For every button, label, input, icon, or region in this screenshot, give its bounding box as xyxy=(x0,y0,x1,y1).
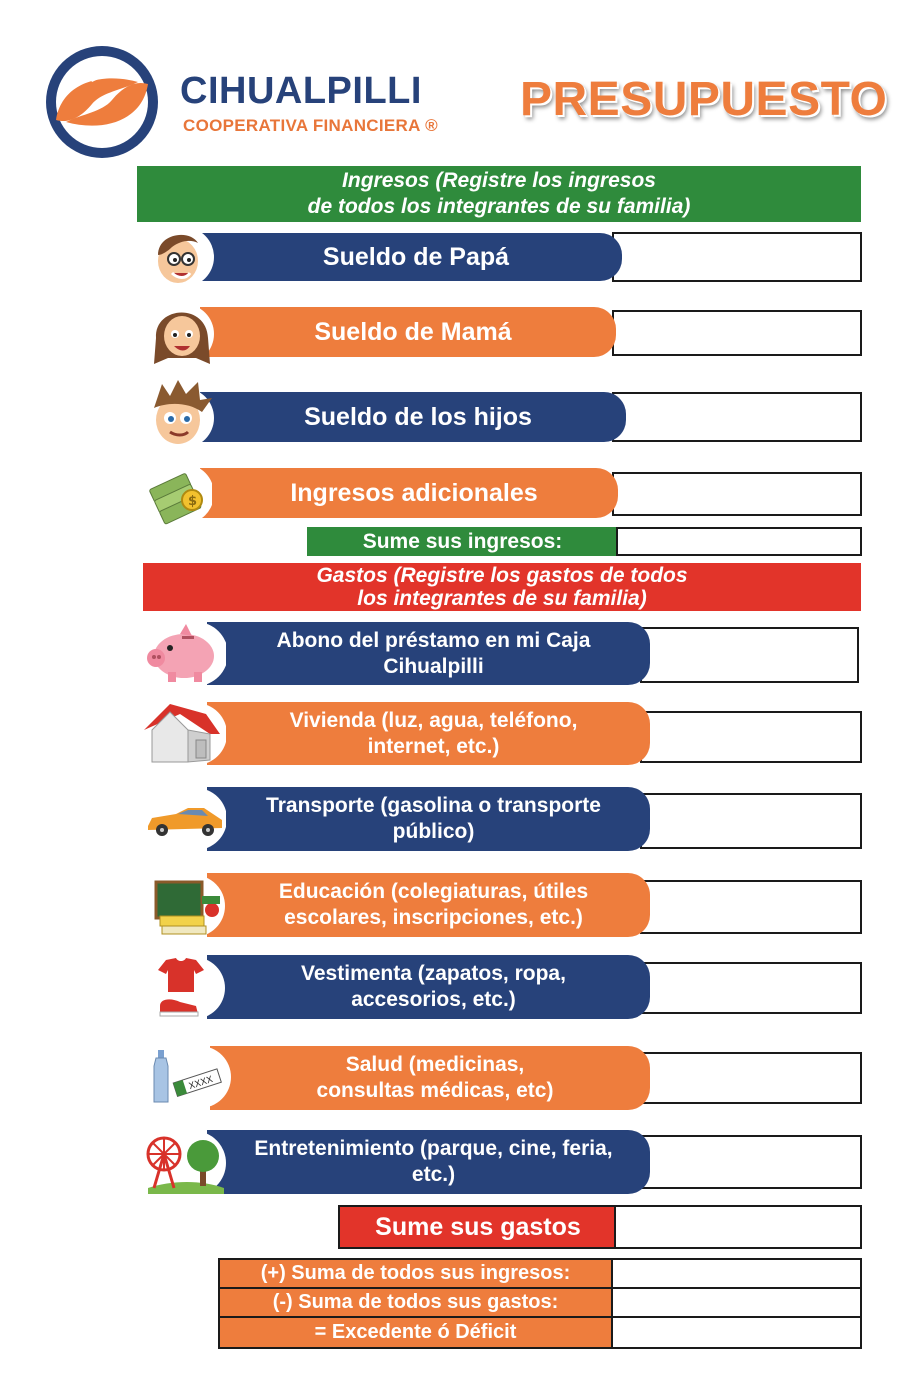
piggy-bank-icon xyxy=(146,620,226,688)
child-avatar-icon xyxy=(148,378,212,442)
brand-name: CIHUALPILLI xyxy=(180,70,422,112)
expense-value-box-vivienda[interactable] xyxy=(640,711,862,763)
expense-value-box-abono[interactable] xyxy=(640,627,859,683)
house-icon xyxy=(140,700,226,766)
summary-table xyxy=(218,1258,862,1349)
expense-label-vestimenta: Vestimenta (zapatos, ropa, accesorios, etc.) xyxy=(207,955,650,1019)
expense-label-vivienda: Vivienda (luz, agua, teléfono, internet, etc.) xyxy=(207,702,650,765)
income-value-box-adicionales[interactable] xyxy=(612,472,862,516)
income-total-value-box[interactable] xyxy=(616,527,862,556)
expense-section-header xyxy=(143,563,861,611)
summary-value-gastos[interactable] xyxy=(613,1287,862,1318)
summary-label-ingresos: (+) Suma de todos sus ingresos: xyxy=(218,1258,613,1289)
expense-heading-line1: Gastos (Registre los gastos de todos xyxy=(316,564,688,587)
hands-logo-icon xyxy=(42,42,162,162)
expense-label-entretenimiento: Entretenimiento (parque, cine, feria, etc.) xyxy=(207,1130,650,1194)
expense-label-abono: Abono del préstamo en mi Caja Cihualpilli xyxy=(207,622,650,685)
income-value-box-hijos[interactable] xyxy=(612,392,862,442)
summary-label-resultado: = Excedente ó Déficit xyxy=(218,1316,613,1349)
expense-label-educacion: Educación (colegiaturas, útiles escolares, inscripciones, etc.) xyxy=(207,873,650,937)
expense-label-salud: Salud (medicinas, consultas médicas, etc) xyxy=(210,1046,650,1110)
income-label-papa: Sueldo de Papá xyxy=(200,233,622,281)
income-label-mama: Sueldo de Mamá xyxy=(200,307,616,357)
income-label-adicionales: Ingresos adicionales xyxy=(200,468,618,518)
car-icon xyxy=(142,786,226,852)
income-heading-line1: Ingresos (Registre los ingresos xyxy=(342,169,656,192)
expense-value-box-vestimenta[interactable] xyxy=(640,962,862,1014)
expense-value-box-educacion[interactable] xyxy=(640,880,862,934)
brand-subtitle: COOPERATIVA FINANCIERA ® xyxy=(183,116,438,135)
income-value-box-mama[interactable] xyxy=(612,310,862,356)
summary-row-gastos xyxy=(218,1287,862,1318)
summary-row-ingresos xyxy=(218,1258,862,1289)
income-total-label: Sume sus ingresos: xyxy=(307,527,618,556)
svg-text:$: $ xyxy=(188,494,198,509)
money-coins-icon xyxy=(148,462,212,526)
income-section-header xyxy=(137,166,861,222)
summary-row-resultado xyxy=(218,1316,862,1349)
summary-label-gastos: (-) Suma de todos sus gastos: xyxy=(218,1287,613,1318)
brand-logo xyxy=(42,42,162,162)
mother-avatar-icon xyxy=(150,298,214,362)
expense-value-box-salud[interactable] xyxy=(640,1052,862,1104)
expense-total-label: Sume sus gastos xyxy=(338,1205,616,1249)
expense-total-value-box[interactable] xyxy=(614,1205,862,1249)
father-avatar-icon xyxy=(150,225,214,289)
medicine-icon xyxy=(152,1044,232,1110)
summary-value-ingresos[interactable] xyxy=(613,1258,862,1289)
fair-park-icon xyxy=(142,1128,226,1198)
summary-value-resultado[interactable] xyxy=(613,1316,862,1349)
expense-value-box-entretenimiento[interactable] xyxy=(640,1135,862,1189)
svg-text:XXXX: XXXX xyxy=(187,1074,215,1093)
school-supplies-icon xyxy=(150,872,226,940)
page-title: PRESUPUESTO xyxy=(520,73,888,126)
clothing-icon xyxy=(152,954,226,1022)
expense-value-box-transporte[interactable] xyxy=(640,793,862,849)
income-value-box-papa[interactable] xyxy=(612,232,862,282)
expense-heading-line2: los integrantes de su familia) xyxy=(357,587,647,610)
income-label-hijos: Sueldo de los hijos xyxy=(200,392,626,442)
income-heading-line2: de todos los integrantes de su familia) xyxy=(307,195,691,218)
expense-label-transporte: Transporte (gasolina o transporte público) xyxy=(207,787,650,851)
